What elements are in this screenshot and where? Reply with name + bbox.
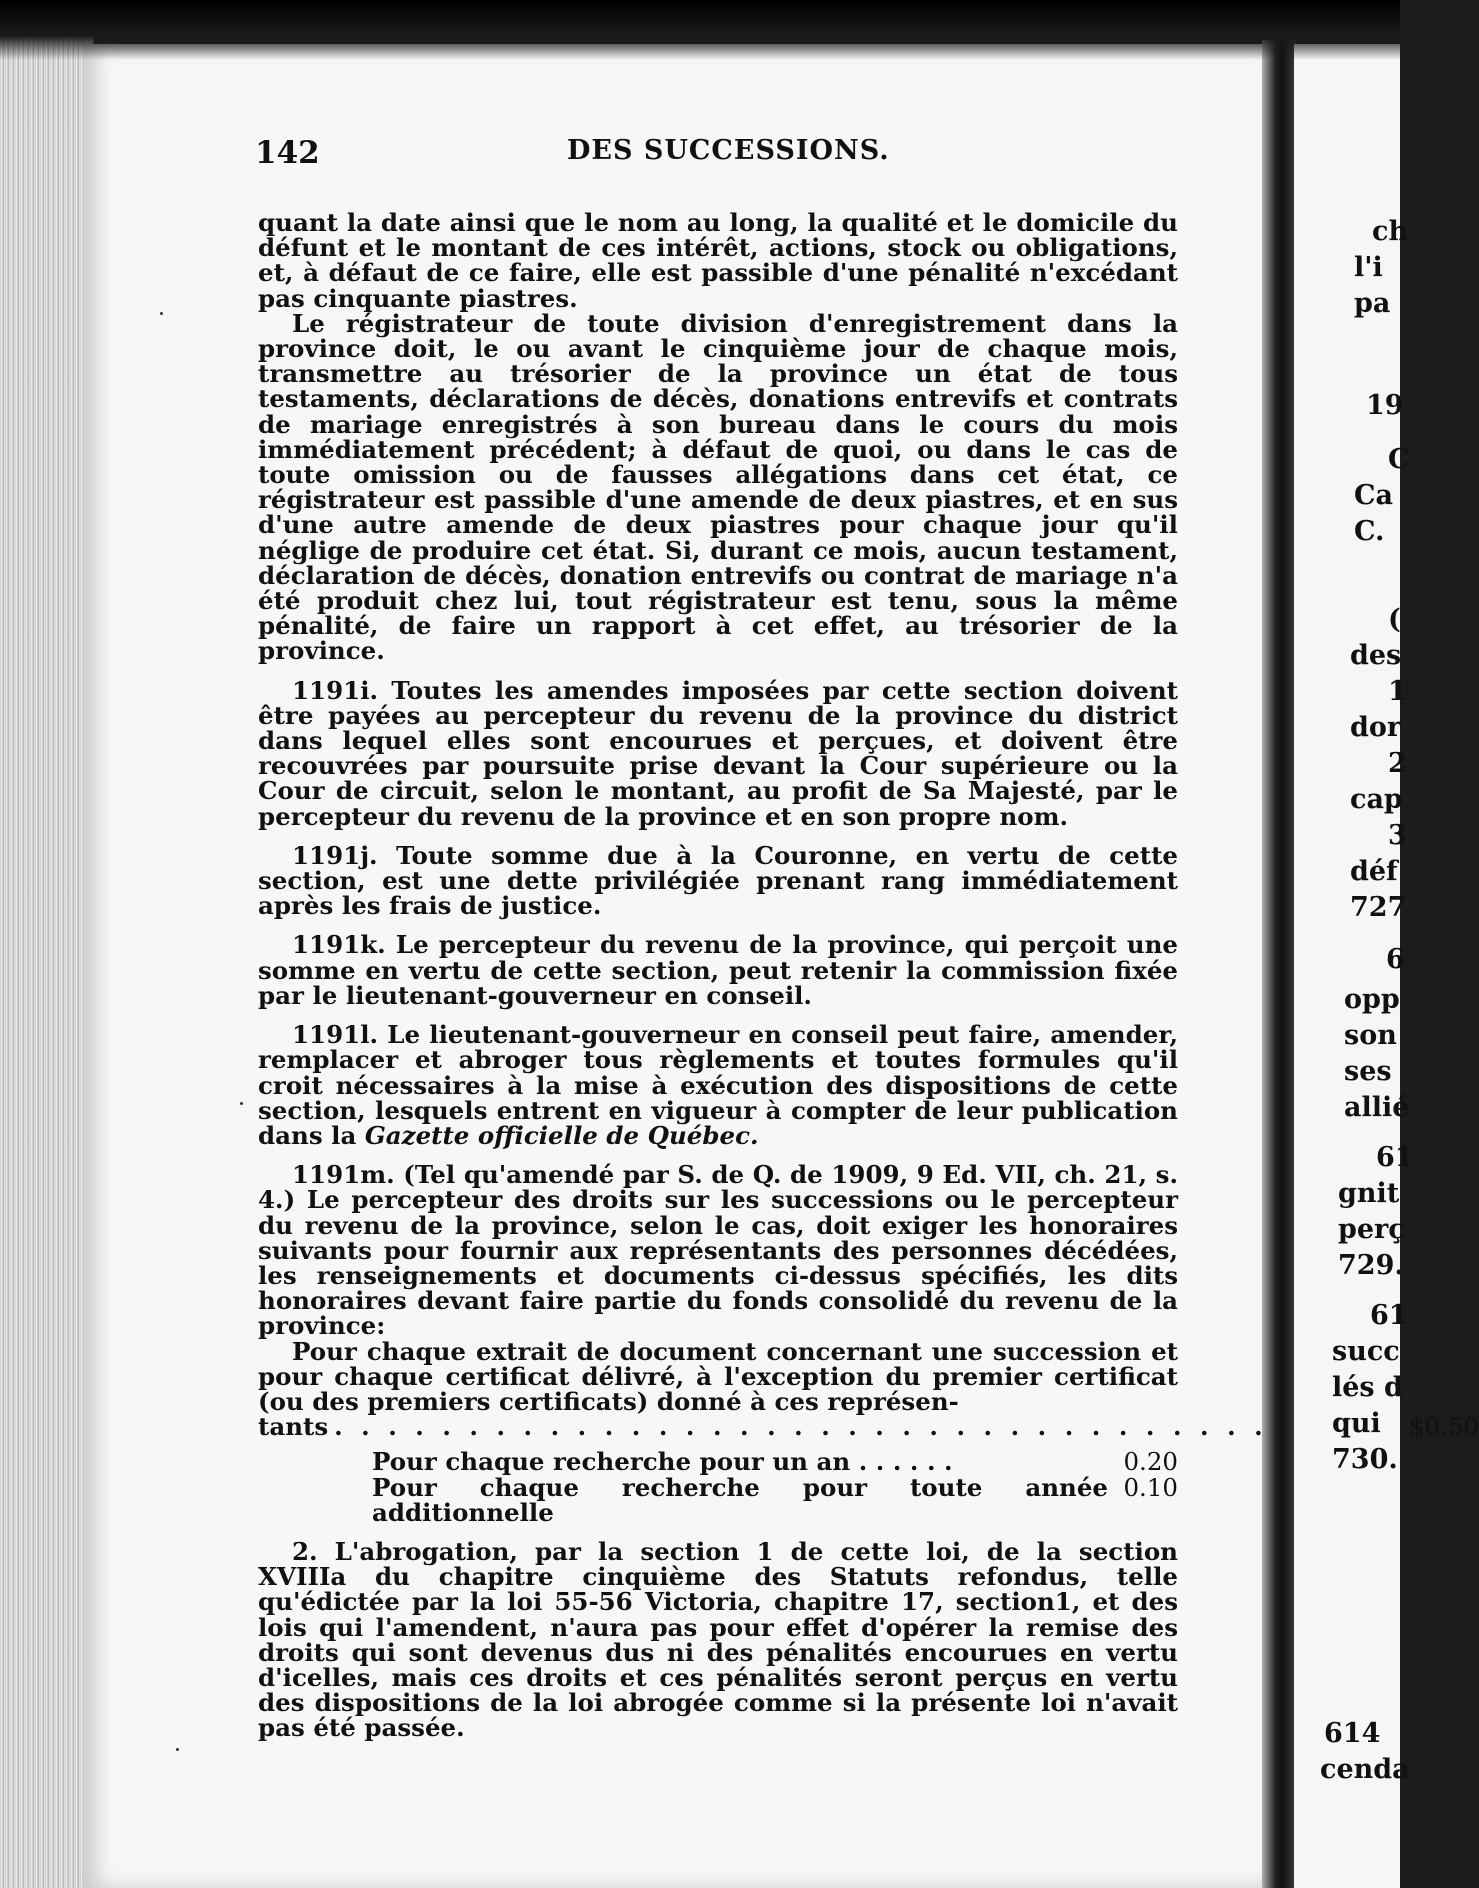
right-fragment: perç	[1338, 1214, 1405, 1245]
fee-list	[258, 1449, 1178, 1525]
right-fragment: Ca	[1354, 480, 1393, 511]
fee-one-year-label: Pour chaque recherche pour un an	[372, 1447, 851, 1477]
article-1191k: 1191k. Le percepteur du revenu de la province, qui perçoit une somme en vertu de cette section, peut retenir la commission fixée par le lieutenant-gouverneur en conseil.	[258, 930, 1178, 1010]
right-fragment: dor	[1350, 712, 1402, 743]
right-fragment: 19	[1366, 390, 1404, 421]
page-number: 142	[255, 135, 320, 171]
fee-extract-amount: $0.50	[1408, 1412, 1479, 1442]
book-gutter	[1262, 40, 1296, 1888]
fee-one-year-amount: 0.20	[1123, 1447, 1178, 1477]
right-fragment: gnit	[1338, 1178, 1400, 1209]
page-edges	[0, 30, 94, 1888]
right-fragment: C.	[1354, 516, 1385, 547]
gazette-title: Gazette officielle de Québec.	[364, 1120, 759, 1150]
right-fragment: son	[1344, 1020, 1397, 1051]
right-fragment: opp	[1344, 984, 1400, 1015]
right-fragment: ch	[1372, 216, 1409, 247]
article-1191m: 1191m. (Tel qu'amendé par S. de Q. de 1909, 9 Ed. VII, ch. 21, s. 4.) Le percepteur des droits sur les successions ou le percepteur du revenu de la province, selon le cas, doit exiger les honoraires suivants pour fournir aux représentants des personnes décédées, les renseignements et documents ci-dessus spécifiés, les dits honoraires devant faire partie du fonds consolidé du revenu de la province:	[258, 1160, 1178, 1341]
right-fragment: 2	[1388, 748, 1407, 779]
right-fragment: 61	[1376, 1142, 1414, 1173]
fee-row-additional-year	[372, 1472, 1178, 1527]
right-fragment: qui	[1332, 1408, 1381, 1439]
right-fragment: des	[1350, 640, 1402, 671]
right-fragment: 727	[1350, 892, 1407, 923]
fee-extract-label: tants	[258, 1412, 329, 1442]
right-fragment: C	[1388, 444, 1410, 475]
fee-additional-year-label: Pour chaque recherche pour toute année additionnelle	[372, 1472, 1108, 1527]
paragraph-continuation: quant la date ainsi que le nom au long, la qualité et le domicile du défunt et le montant de ces intérêt, actions, stock ou obligations, et, à défaut de ce faire, elle est passible d'une pénalité n'excédant pas cinquante piastres.	[258, 208, 1178, 313]
paragraph-registrar: Le régistrateur de toute division d'enregistrement dans la province doit, le ou avant le cinquième jour de chaque mois, transmettre au trésorier de la province un état de tous testaments, déclarations de décès, donations entrevifs et contrats de mariage enregistrés à son bureau dans le cours du mois immédiatement précédent; à défaut de quoi, ou dans le cas de toute omission ou de fausses allégations dans cet état, ce régistrateur est passible d'une amende de deux piastres, et en sus d'une autre amende de deux piastres pour chaque jour qu'il néglige de produire cet état. Si, durant ce mois, aucun testament, déclaration de décès, donation entrevifs ou contrat de mariage n'a été produit chez lui, tout régistrateur est tenu, sous la même pénalité, de faire un rapport à cet effet, au trésorier de la province.	[258, 308, 1178, 666]
right-fragment: 3	[1388, 820, 1407, 851]
right-fragment: 6	[1386, 944, 1405, 975]
right-fragment: 1	[1388, 676, 1407, 707]
right-fragment: ses	[1344, 1056, 1392, 1087]
article-1191i: 1191i. Toutes les amendes imposées par cette section doivent être payées au percepteur du revenu de la province du district dans lequel elles sont encourues et perçues, et doivent être recouvrées par poursuite prise devant la Cour supérieure ou la Cour de circuit, selon le montant, au profit de Sa Majesté, par le percepteur du revenu de la province et en son propre nom.	[258, 675, 1178, 831]
page-header	[255, 135, 1175, 169]
section-2: 2. L'abrogation, par la section 1 de cette loi, de la section XVIIIa du chapitre cinquième des Statuts refondus, telle qu'édictée par la loi 55-56 Victoria, chapitre 17, section1, et des lois qui l'amendent, n'aura pas pour effet d'opérer la remise des droits qui sont devenus dus ni des pénalités encourues en vertu d'icelles, mais ces droits et ces pénalités seront perçus en vertu des dispositions de la loi abrogée comme si la présente loi n'avait pas été passée.	[258, 1536, 1178, 1743]
right-fragment: succ	[1332, 1336, 1400, 1367]
dot-leader	[334, 1414, 1403, 1439]
right-fragment: déf	[1350, 856, 1398, 887]
stray-mark	[160, 312, 163, 315]
right-fragment: pa	[1354, 288, 1391, 319]
fee-additional-year-amount: 0.10	[1123, 1472, 1178, 1502]
right-fragment: 614	[1324, 1718, 1381, 1749]
stray-mark	[176, 1748, 179, 1751]
right-fragment: 729.	[1338, 1250, 1404, 1281]
fee-extract-text: Pour chaque extrait de document concernant une succession et pour chaque certificat délivré, à l'exception du premier certificat (ou des premiers certificats) donné à ces représen-	[258, 1336, 1178, 1416]
right-fragment: 730.	[1332, 1444, 1398, 1475]
article-1191j: 1191j. Toute somme due à la Couronne, en vertu de cette section, est une dette privilégiée prenant rang immédiatement après les frais de justice.	[258, 840, 1178, 921]
right-fragment: (	[1388, 604, 1401, 635]
right-fragment: allié	[1344, 1092, 1410, 1123]
article-1191l-text: 1191l. Le lieutenant-gouverneur en conseil peut faire, amender, remplacer et abroger tous règlements et toutes formules qu'il croit nécessaires à la mise à exécution des dispositions de cette section, lesquels entrent en vigueur à compter de leur publication dans la	[258, 1020, 1178, 1150]
stray-mark	[240, 1102, 243, 1105]
right-fragment: cap	[1350, 784, 1403, 815]
fee-row-one-year: Pour chaque recherche pour un an . . . . . . 0.20	[372, 1447, 1178, 1477]
right-fragment: lés d	[1332, 1372, 1403, 1403]
article-1191l	[258, 1022, 1178, 1148]
top-shadow	[0, 0, 1400, 60]
right-fragment: 61	[1370, 1300, 1408, 1331]
right-page	[1294, 44, 1414, 1888]
right-fragment: cenda	[1320, 1754, 1410, 1785]
running-title: DES SUCCESSIONS.	[567, 135, 890, 166]
right-fragment: l'i	[1354, 252, 1383, 283]
